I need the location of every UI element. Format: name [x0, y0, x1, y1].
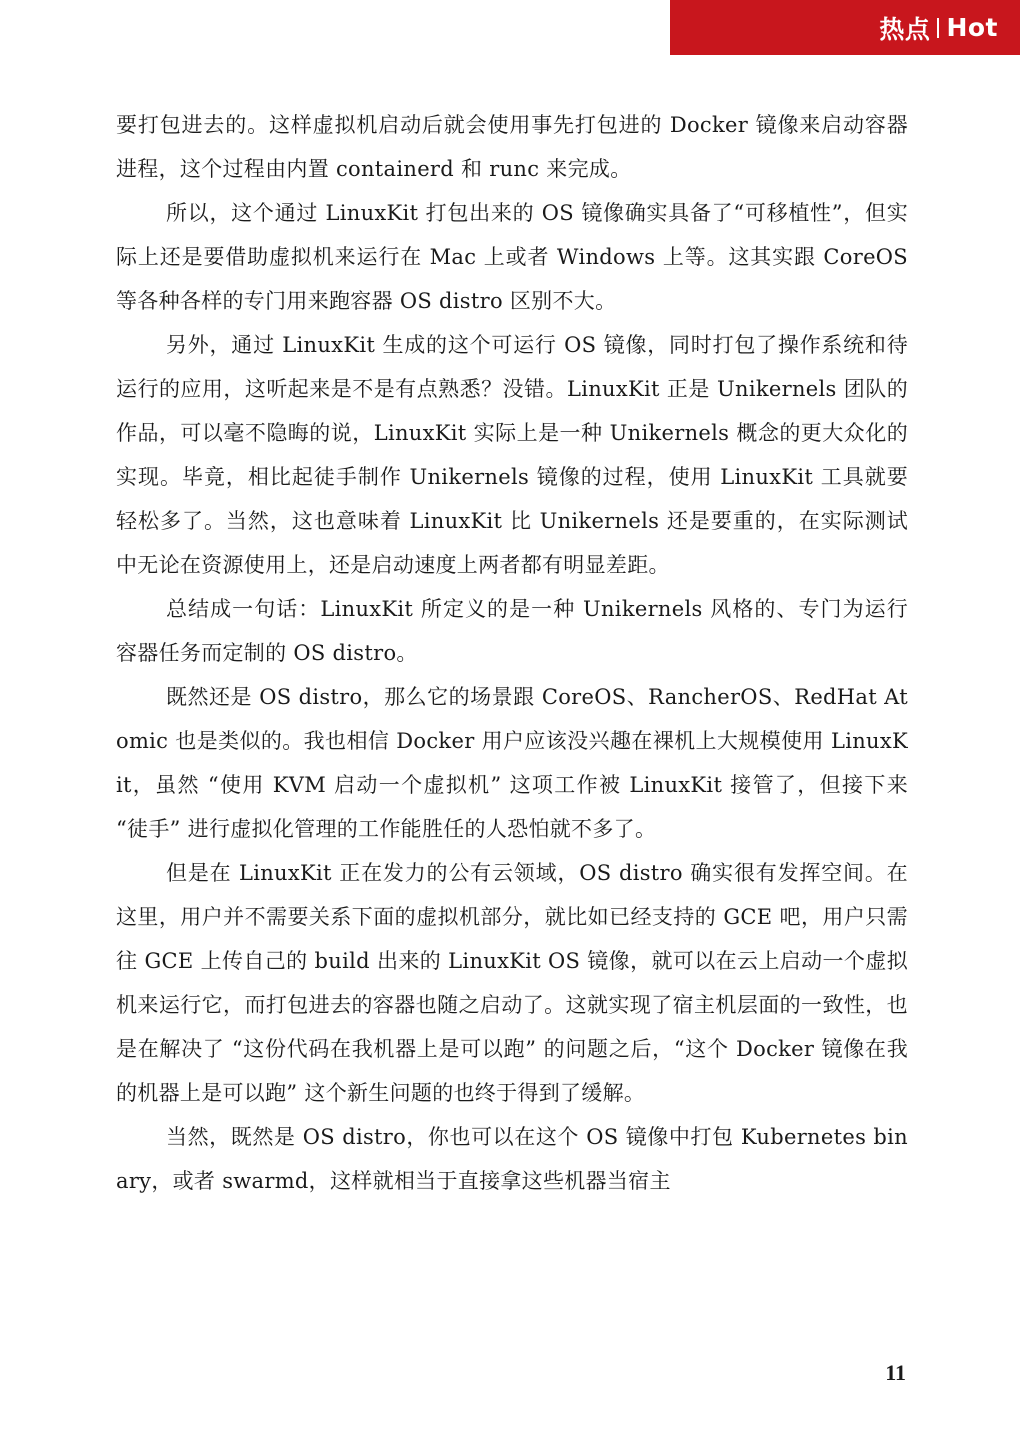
section-label-en: Hot — [946, 13, 998, 42]
paragraph: 所以，这个通过 LinuxKit 打包出来的 OS 镜像确实具备了“可移植性”，但实际上还是要借助虚拟机来运行在 Mac 上或者 Windows 上等。这其实跟 CoreOS 等各种各样的专门用来跑容器 OS distro 区别不大。 — [116, 201, 908, 313]
paragraph: 另外，通过 LinuxKit 生成的这个可运行 OS 镜像，同时打包了操作系统和待运行的应用，这听起来是不是有点熟悉？没错。LinuxKit 正是 Unikernels 团队的作品，可以毫不隐晦的说，LinuxKit 实际上是一种 Unikernels 概念的更大众化的实现。毕竟，相比起徒手制作 Unikernels 镜像的过程，使用 LinuxKit 工具就要轻松多了。当然，这也意味着 LinuxKit 比 Unikernels 还是要重的，在实际测试中无论在资源使用上，还是启动速度上两者都有明显差距。 — [116, 333, 908, 577]
section-label: 热点 — [879, 14, 931, 44]
paragraph: 要打包进去的。这样虚拟机启动后就会使用事先打包进的 Docker 镜像来启动容器进程，这个过程由内置 containerd 和 runc 来完成。 — [116, 113, 908, 181]
paragraph: 既然还是 OS distro，那么它的场景跟 CoreOS、RancherOS、RedHat Atomic 也是类似的。我也相信 Docker 用户应该没兴趣在裸机上大规模使用 LinuxKit，虽然 “使用 KVM 启动一个虚拟机” 这项工作被 LinuxKit 接管了，但接下来 “徒手” 进行虚拟化管理的工作能胜任的人恐怕就不多了。 — [116, 685, 908, 841]
paragraph: 但是在 LinuxKit 正在发力的公有云领域，OS distro 确实很有发挥空间。在这里，用户并不需要关系下面的虚拟机部分，就比如已经支持的 GCE 吧，用户只需往 GCE 上传自己的 build 出来的 LinuxKit OS 镜像，就可以在云上启动一个虚拟机来运行它，而打包进去的容器也随之启动了。这就实现了宿主机层面的一致性，也是在解决了 “这份代码在我机器上是可以跑” 的问题之后，“这个 Docker 镜像在我的机器上是可以跑” 这个新生问题的也终于得到了缓解。 — [116, 861, 908, 1105]
paragraph: 总结成一句话：LinuxKit 所定义的是一种 Unikernels 风格的、专门为运行容器任务而定制的 OS distro。 — [116, 597, 908, 665]
article-body — [116, 103, 908, 1203]
section-header-tab — [670, 0, 1020, 55]
section-divider — [937, 18, 939, 38]
page-number: 11 — [885, 1360, 906, 1385]
paragraph: 当然，既然是 OS distro，你也可以在这个 OS 镜像中打包 Kubernetes binary，或者 swarmd，这样就相当于直接拿这些机器当宿主 — [116, 1125, 908, 1193]
